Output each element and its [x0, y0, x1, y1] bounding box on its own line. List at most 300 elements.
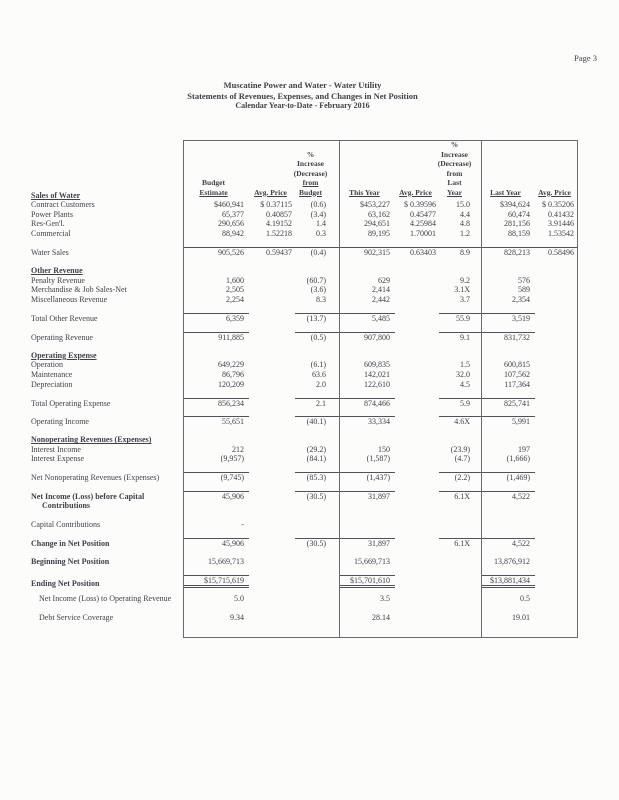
row-label: Change in Net Position: [31, 538, 110, 548]
row-label: Water Sales: [31, 247, 69, 257]
spacer-row: [30, 238, 577, 247]
value-cell: [183, 276, 249, 285]
value-text: 142,021: [364, 369, 390, 379]
value-text: 5,485: [372, 313, 390, 323]
value-text: 0.41432: [548, 209, 574, 219]
value-text: (23.9): [450, 444, 470, 454]
spacer-row: [30, 482, 577, 491]
value-cell: [481, 557, 535, 566]
row-label-cell: [30, 360, 183, 369]
value-text: 290,656: [218, 219, 244, 229]
value-text: (0.6): [310, 200, 326, 210]
value-text: 107,562: [504, 369, 530, 379]
value-cell: [481, 332, 535, 342]
row-label: Contract Customers: [31, 200, 95, 210]
value-text: 576: [518, 275, 530, 285]
value-text: 4.4: [460, 209, 470, 219]
value-text: 4.19152: [266, 219, 292, 229]
value-cell: [481, 445, 535, 454]
row-label-cell: [30, 579, 183, 588]
value-cell: [339, 491, 395, 501]
value-text: 15,669,713: [354, 557, 390, 567]
row-label-cell: [30, 229, 183, 238]
value-cell: [183, 295, 249, 304]
value-text: 0.63403: [410, 247, 436, 257]
value-text: 1.5: [460, 360, 470, 370]
column-header-line: Last Year: [490, 187, 521, 197]
value-cell: [439, 454, 481, 463]
value-text: (4.7): [454, 454, 470, 464]
value-text: (3.4): [310, 209, 326, 219]
row-label: Miscellaneous Revenue: [31, 294, 108, 304]
value-cell: [339, 380, 395, 389]
value-cell: [439, 370, 481, 379]
value-cell: [295, 360, 339, 369]
value-cell: [439, 247, 481, 257]
row-label-cell: [30, 219, 183, 228]
value-cell: [295, 247, 339, 257]
value-text: 1.52218: [266, 228, 292, 238]
column-header: [339, 188, 395, 199]
value-cell: [183, 360, 249, 369]
value-text: 4.25984: [410, 219, 436, 229]
value-text: 120,209: [218, 379, 244, 389]
table-row: [30, 435, 577, 445]
row-label: Penalty Revenue: [31, 275, 85, 285]
value-text: 0.5: [520, 594, 530, 604]
value-text: 825,741: [504, 398, 530, 408]
value-text: 117,364: [504, 379, 530, 389]
value-text: 15.0: [456, 200, 470, 210]
value-text: $394,624: [500, 200, 530, 210]
row-label-cell: [30, 380, 183, 389]
value-text: (0.5): [310, 332, 326, 342]
table-row: [30, 612, 577, 622]
row-label-cell: [30, 473, 183, 482]
value-cell: [481, 398, 535, 408]
table-row: [30, 594, 577, 604]
value-text: $ 0.37115: [260, 200, 292, 210]
value-cell: [339, 210, 395, 219]
row-label: Capital Contributions: [31, 519, 101, 529]
section-label: Operating Expense: [31, 350, 97, 360]
value-cell: [439, 472, 481, 482]
row-label-cell: [30, 417, 183, 426]
value-text: 6.1X: [454, 538, 470, 548]
value-text: 122,610: [364, 379, 390, 389]
row-label: Interest Expense: [31, 454, 85, 464]
value-cell: [295, 229, 339, 238]
value-cell: [183, 398, 249, 408]
table-row: [30, 472, 577, 482]
value-cell: [339, 594, 395, 603]
row-label-cell: [30, 370, 183, 379]
page-number: Page 3: [574, 53, 597, 63]
value-text: 831,732: [504, 332, 530, 342]
row-label-cell: [30, 520, 183, 529]
value-cell: [295, 370, 339, 379]
value-cell: [481, 380, 535, 389]
value-cell: [295, 398, 339, 408]
row-label: Total Operating Expense: [31, 398, 111, 408]
value-text: 60,474: [508, 209, 530, 219]
row-label-cell: [30, 454, 183, 463]
value-text: 1.4: [316, 219, 326, 229]
value-cell: [339, 557, 395, 566]
value-text: (1,437): [366, 473, 390, 483]
value-cell: [183, 472, 249, 482]
value-cell: [339, 370, 395, 379]
value-cell: [481, 247, 535, 257]
value-text: $ 0.35206: [542, 200, 574, 210]
value-text: 0.3: [316, 228, 326, 238]
row-label-cell: [30, 594, 183, 603]
row-label: Interest Income: [31, 444, 81, 454]
value-text: $15,715,619: [204, 576, 244, 586]
value-text: 31,897: [368, 492, 390, 502]
value-cell: [183, 594, 249, 603]
value-cell: [395, 247, 439, 257]
table-row: [30, 575, 577, 589]
value-text: 4.8: [460, 219, 470, 229]
value-text: 9.2: [460, 275, 470, 285]
table-row: [30, 332, 577, 342]
value-text: (29.2): [306, 444, 326, 454]
column-header: [535, 188, 577, 199]
value-text: 3,519: [512, 313, 530, 323]
column-header: [439, 140, 481, 198]
row-label: Merchandise & Job Sales-Net: [31, 285, 127, 295]
value-cell: [295, 472, 339, 482]
value-cell: [339, 285, 395, 294]
row-label-cell: [30, 285, 183, 294]
value-cell: [481, 210, 535, 219]
spacer-row: [30, 529, 577, 538]
row-label-cell: [30, 399, 183, 408]
column-header-line: Year: [447, 187, 462, 197]
value-cell: [183, 229, 249, 238]
statement-grid: [30, 140, 577, 638]
value-text: (9,957): [220, 454, 244, 464]
table-row: [30, 209, 577, 219]
row-label: Beginning Net Position: [31, 557, 110, 567]
table-row: [30, 491, 577, 501]
table-row: [30, 294, 577, 304]
column-header-line: % Increase: [297, 149, 324, 168]
value-cell: [183, 575, 249, 588]
row-label: Commercial: [31, 228, 71, 238]
value-text: 2,254: [226, 294, 244, 304]
value-cell: [439, 416, 481, 426]
value-cell: [183, 416, 249, 426]
value-cell: [481, 491, 535, 501]
value-cell: [481, 229, 535, 238]
table-row: [30, 369, 577, 379]
value-text: 609,835: [364, 360, 390, 370]
value-text: (13.7): [306, 313, 326, 323]
value-text: 31,897: [368, 538, 390, 548]
value-cell: [395, 219, 439, 228]
row-label: Total Other Revenue: [31, 313, 98, 323]
value-cell: [183, 332, 249, 342]
column-header: [183, 178, 249, 198]
value-cell: [439, 538, 481, 548]
row-label-cell: [30, 445, 183, 454]
row-label: Res-Gen'l.: [31, 219, 65, 229]
value-text: 65,377: [222, 209, 244, 219]
value-text: 88,159: [508, 228, 530, 238]
value-cell: [339, 538, 395, 548]
row-label-cell: [30, 266, 183, 275]
value-text: 88,942: [222, 228, 244, 238]
row-label-cell: [30, 351, 183, 360]
row-label-cell: [30, 492, 183, 501]
row-label-cell: [30, 248, 183, 257]
value-text: (85.3): [306, 473, 326, 483]
value-cell: [481, 454, 535, 463]
value-cell: [295, 416, 339, 426]
value-cell: [481, 276, 535, 285]
row-label: Net Income (Loss) before Capital: [31, 492, 145, 502]
value-text: 0.59437: [266, 247, 292, 257]
value-cell: [439, 200, 481, 209]
value-cell: [339, 472, 395, 482]
value-text: 19.01: [512, 612, 530, 622]
spacer-row: [30, 426, 577, 435]
value-text: 9.34: [230, 612, 244, 622]
spacer-row: [30, 304, 577, 313]
value-text: 828,213: [504, 247, 530, 257]
value-text: 15,669,713: [208, 557, 244, 567]
value-cell: [339, 445, 395, 454]
value-text: 1.53542: [548, 228, 574, 238]
column-header-line: Budget: [202, 178, 225, 187]
value-text: 13,876,912: [494, 557, 530, 567]
report-title-statement: Statements of Revenues, Expenses, and Changes in Net Position: [187, 90, 418, 101]
value-cell: [183, 210, 249, 219]
column-header-line: Avg. Price: [538, 187, 571, 197]
value-cell: [339, 332, 395, 342]
value-text: 902,315: [364, 247, 390, 257]
table-row: [30, 219, 577, 229]
value-text: 629: [378, 275, 390, 285]
value-cell: [295, 491, 339, 501]
row-label-cell: [30, 501, 183, 510]
value-text: 1.70001: [410, 228, 436, 238]
value-text: 907,800: [364, 332, 390, 342]
column-header: [249, 188, 295, 199]
value-cell: [183, 200, 249, 209]
value-cell: [295, 332, 339, 342]
value-cell: [535, 219, 577, 228]
value-cell: [339, 360, 395, 369]
value-text: 3.7: [460, 294, 470, 304]
table-row: [30, 275, 577, 285]
value-text: 589: [518, 285, 530, 295]
spacer-row: [30, 341, 577, 350]
value-cell: [439, 445, 481, 454]
statement-table: [30, 140, 577, 638]
section-label: Other Revenue: [31, 266, 83, 276]
value-text: (1,666): [506, 454, 530, 464]
column-header-line: This Year: [349, 187, 380, 197]
row-label: Power Plants: [31, 209, 73, 219]
value-cell: [481, 370, 535, 379]
value-cell: [439, 210, 481, 219]
value-text: 2,414: [372, 285, 390, 295]
value-text: 33,334: [368, 417, 390, 427]
table-row: [30, 379, 577, 389]
column-header-line: (Decrease): [293, 168, 328, 178]
value-cell: [183, 247, 249, 257]
value-cell: [481, 416, 535, 426]
table-row: [30, 313, 577, 323]
column-header-line: (Decrease): [437, 159, 472, 168]
value-text: 150: [378, 444, 390, 454]
value-text: 212: [232, 444, 244, 454]
value-text: 5,991: [512, 417, 530, 427]
row-label-cell: [30, 539, 183, 548]
value-cell: [295, 295, 339, 304]
table-row: [30, 519, 577, 529]
value-cell: [481, 285, 535, 294]
value-text: (2.2): [454, 473, 470, 483]
value-text: 86,796: [222, 369, 244, 379]
value-cell: [395, 200, 439, 209]
value-text: 63,162: [368, 209, 390, 219]
value-text: 0.58496: [548, 247, 574, 257]
value-cell: [295, 313, 339, 323]
value-text: 4,522: [512, 492, 530, 502]
value-cell: [183, 219, 249, 228]
value-cell: [295, 445, 339, 454]
value-text: 32.0: [456, 369, 470, 379]
table-row: [30, 228, 577, 238]
value-cell: [481, 313, 535, 323]
value-cell: [439, 380, 481, 389]
value-text: 2,354: [512, 294, 530, 304]
value-cell: [249, 247, 295, 257]
value-cell: [481, 538, 535, 548]
table-row: [30, 350, 577, 360]
value-text: 856,234: [218, 398, 244, 408]
value-text: (84.1): [306, 454, 326, 464]
spacer-row: [30, 323, 577, 332]
value-cell: [481, 472, 535, 482]
value-cell: [481, 360, 535, 369]
table-row: [30, 454, 577, 464]
value-cell: [249, 210, 295, 219]
value-cell: [439, 295, 481, 304]
row-label: Maintenance: [31, 369, 73, 379]
value-cell: [183, 380, 249, 389]
value-cell: [249, 229, 295, 238]
table-row: [30, 200, 577, 210]
value-text: 8.9: [460, 247, 470, 257]
row-label-cell: [30, 435, 183, 444]
value-cell: [481, 295, 535, 304]
value-text: $15,701,610: [350, 576, 390, 586]
value-text: 3.5: [380, 594, 390, 604]
value-text: -: [241, 519, 244, 529]
value-text: (0.4): [310, 247, 326, 257]
report-title-period: Calendar Year-to-Date - February 2016: [235, 101, 370, 110]
column-header-line: from Last: [446, 168, 463, 187]
value-text: 6,359: [226, 313, 244, 323]
value-text: (6.1): [310, 360, 326, 370]
value-text: 1,600: [226, 275, 244, 285]
value-text: (1,587): [366, 454, 390, 464]
table-row: [30, 398, 577, 408]
value-text: 55,651: [222, 417, 244, 427]
value-cell: [295, 380, 339, 389]
column-header: [481, 188, 535, 199]
value-cell: [183, 557, 249, 566]
row-label: Debt Service Coverage: [39, 612, 114, 622]
column-header-line: % Increase: [441, 140, 468, 159]
value-cell: [183, 370, 249, 379]
value-cell: [535, 200, 577, 209]
value-cell: [439, 332, 481, 342]
value-text: 4.5: [460, 379, 470, 389]
spacer-row: [30, 463, 577, 472]
value-text: 905,526: [218, 247, 244, 257]
value-cell: [439, 491, 481, 501]
value-text: 2,442: [372, 294, 390, 304]
value-text: 3.91446: [548, 219, 574, 229]
value-cell: [439, 285, 481, 294]
row-label: Operating Revenue: [31, 332, 93, 342]
value-text: 2,505: [226, 285, 244, 295]
value-cell: [339, 398, 395, 408]
value-text: 874,466: [364, 398, 390, 408]
value-cell: [535, 247, 577, 257]
value-cell: [295, 285, 339, 294]
value-cell: [183, 491, 249, 501]
row-label: Ending Net Position: [31, 579, 100, 589]
row-label-cell: [30, 200, 183, 209]
value-text: 0.45477: [410, 209, 436, 219]
table-row: [30, 556, 577, 566]
value-cell: [535, 210, 577, 219]
section-label: Nonoperating Revenues (Expenses): [31, 435, 152, 445]
value-text: $453,227: [360, 200, 390, 210]
value-text: $ 0.39596: [404, 200, 436, 210]
value-cell: [295, 276, 339, 285]
column-header: [395, 188, 439, 199]
row-label-cell: [30, 613, 183, 622]
value-text: $13,881,434: [490, 576, 530, 586]
value-text: 4,522: [512, 538, 530, 548]
row-label-cell: [30, 557, 183, 566]
value-cell: [183, 285, 249, 294]
report-title-utility: Muscatine Power and Water - Water Utility: [223, 80, 382, 90]
value-cell: [339, 313, 395, 323]
value-text: 9.1: [460, 332, 470, 342]
table-row: [30, 538, 577, 548]
row-label-cell: [30, 314, 183, 323]
value-text: 649,229: [218, 360, 244, 370]
value-text: (9,745): [220, 473, 244, 483]
value-text: $460,941: [214, 200, 244, 210]
value-text: 45,906: [222, 538, 244, 548]
value-text: 281,156: [504, 219, 530, 229]
row-label-cell: [30, 191, 183, 200]
spacer-row: [30, 407, 577, 416]
section-label: Sales of Water: [31, 190, 81, 200]
value-cell: [339, 613, 395, 622]
value-text: 5.9: [460, 398, 470, 408]
